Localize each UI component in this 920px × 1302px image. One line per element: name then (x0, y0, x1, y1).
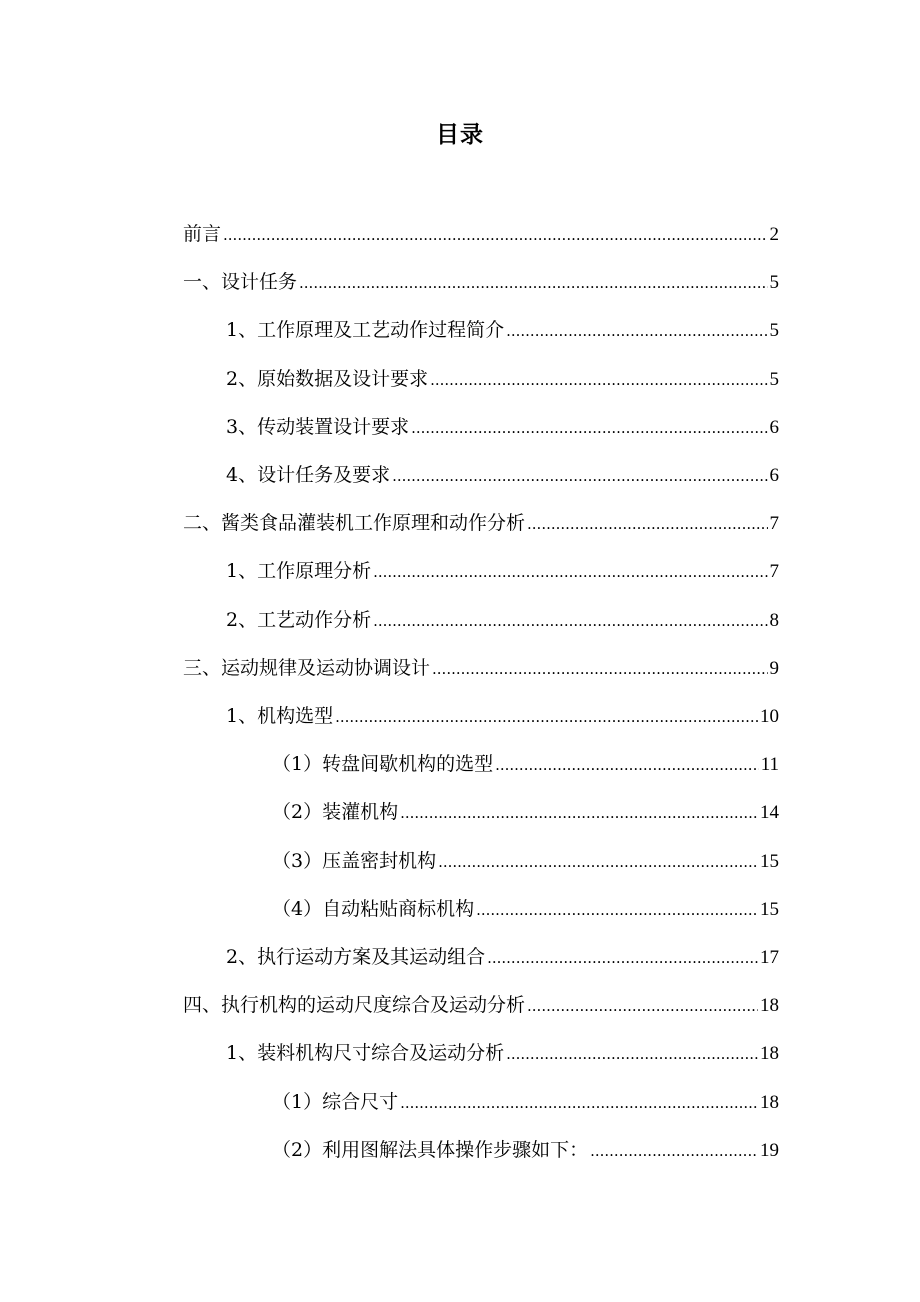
toc-entry-label: （3）压盖密封机构 (272, 849, 437, 872)
toc-entry[interactable] (183, 653, 779, 683)
toc-entry-page-number: 6 (769, 416, 779, 438)
toc-entry-label: 2、原始数据及设计要求 (226, 367, 429, 390)
toc-dot-leader (506, 316, 767, 346)
toc-entry[interactable] (272, 749, 779, 779)
toc-entry[interactable] (226, 556, 779, 586)
toc-entry-label: 1、工作原理分析 (226, 560, 372, 583)
toc-entry-label: 三、运动规律及运动协调设计 (183, 656, 431, 679)
toc-entry-page-number: 15 (760, 850, 779, 872)
toc-entry-label: （2）装灌机构 (272, 801, 399, 824)
toc-entry-page-number: 17 (760, 947, 779, 968)
toc-dot-leader (432, 654, 767, 684)
toc-entry[interactable] (226, 412, 779, 442)
toc-entry-label: 2、工艺动作分析 (226, 608, 372, 631)
toc-entry[interactable] (226, 364, 779, 394)
toc-entry-label: 4、设计任务及要求 (226, 464, 391, 486)
toc-entry-page-number: 8 (769, 609, 779, 631)
page-title: 目录 (436, 121, 484, 148)
toc-entry[interactable] (183, 990, 779, 1020)
toc-entry[interactable] (226, 1038, 779, 1068)
toc-entry[interactable] (272, 846, 779, 876)
toc-dot-leader (430, 365, 767, 395)
toc-entry-label: 1、工作原理及工艺动作过程简介 (226, 319, 505, 342)
toc-entry-label: 3、传动装置设计要求 (226, 415, 410, 438)
toc-entry-page-number: 5 (769, 272, 779, 294)
toc-dot-leader (411, 413, 767, 443)
toc-dot-leader (400, 798, 758, 828)
toc-dot-leader (495, 750, 759, 780)
toc-entry-label: 1、机构选型 (226, 705, 334, 727)
toc-entry-label: 一、设计任务 (183, 271, 298, 294)
toc-entry[interactable] (272, 894, 779, 924)
toc-entry-page-number: 15 (760, 898, 779, 920)
toc-dot-leader (590, 1136, 758, 1166)
toc-entry[interactable] (183, 267, 779, 297)
toc-dot-leader (527, 509, 767, 539)
toc-entry-page-number: 18 (760, 1043, 779, 1065)
toc-entry-label: （2）利用图解法具体操作步骤如下： (272, 1138, 589, 1161)
toc-dot-leader (392, 461, 767, 491)
toc-entry[interactable] (226, 942, 779, 972)
toc-entry-label: （1）转盘间歇机构的选型 (272, 753, 494, 776)
toc-entry-page-number: 6 (769, 465, 779, 486)
toc-dot-leader (506, 1039, 758, 1069)
toc-dot-leader (299, 268, 767, 298)
toc-entry-page-number: 14 (760, 802, 779, 824)
toc-dot-leader (373, 557, 767, 587)
toc-dot-leader (476, 895, 758, 925)
toc-entry-page-number: 18 (760, 995, 779, 1017)
toc-entry-label: 2、执行运动方案及其运动组合 (226, 946, 486, 968)
toc-entry-page-number: 7 (769, 513, 779, 535)
toc-entry-label: 四、执行机构的运动尺度综合及运动分析 (183, 994, 526, 1017)
toc-entry-page-number: 7 (769, 561, 779, 583)
toc-entry[interactable] (226, 315, 779, 345)
toc-entry[interactable] (183, 219, 779, 249)
toc-entry-page-number: 5 (769, 368, 779, 390)
toc-entry[interactable] (226, 701, 779, 731)
toc-dot-leader (335, 702, 758, 732)
toc-entry[interactable] (226, 460, 779, 490)
toc-entry-page-number: 5 (769, 320, 779, 342)
toc-entry-label: 1、装料机构尺寸综合及运动分析 (226, 1042, 505, 1065)
toc-entry-label: 前言 (183, 223, 222, 245)
toc-entry-page-number: 9 (769, 657, 779, 679)
toc-entry[interactable] (183, 508, 779, 538)
toc-entry-page-number: 19 (760, 1139, 779, 1161)
toc-dot-leader (373, 606, 767, 636)
toc-entry[interactable] (272, 797, 779, 827)
toc-entry-page-number: 10 (760, 706, 779, 727)
toc-dot-leader (400, 1088, 758, 1118)
toc-dot-leader (223, 220, 767, 250)
toc-entry-page-number: 18 (760, 1091, 779, 1113)
toc-entry-label: 二、酱类食品灌装机工作原理和动作分析 (183, 512, 526, 535)
toc-entry-label: （4）自动粘贴商标机构 (272, 897, 475, 920)
toc-dot-leader (487, 943, 758, 973)
toc-dot-leader (527, 991, 758, 1021)
toc-dot-leader (438, 847, 758, 877)
toc-entry[interactable] (226, 605, 779, 635)
toc-entry-page-number: 2 (769, 224, 779, 245)
toc-entry[interactable] (272, 1135, 779, 1165)
toc-entry-page-number: 11 (760, 754, 779, 776)
toc-entry[interactable] (272, 1087, 779, 1117)
toc-entry-label: （1）综合尺寸 (272, 1090, 399, 1113)
